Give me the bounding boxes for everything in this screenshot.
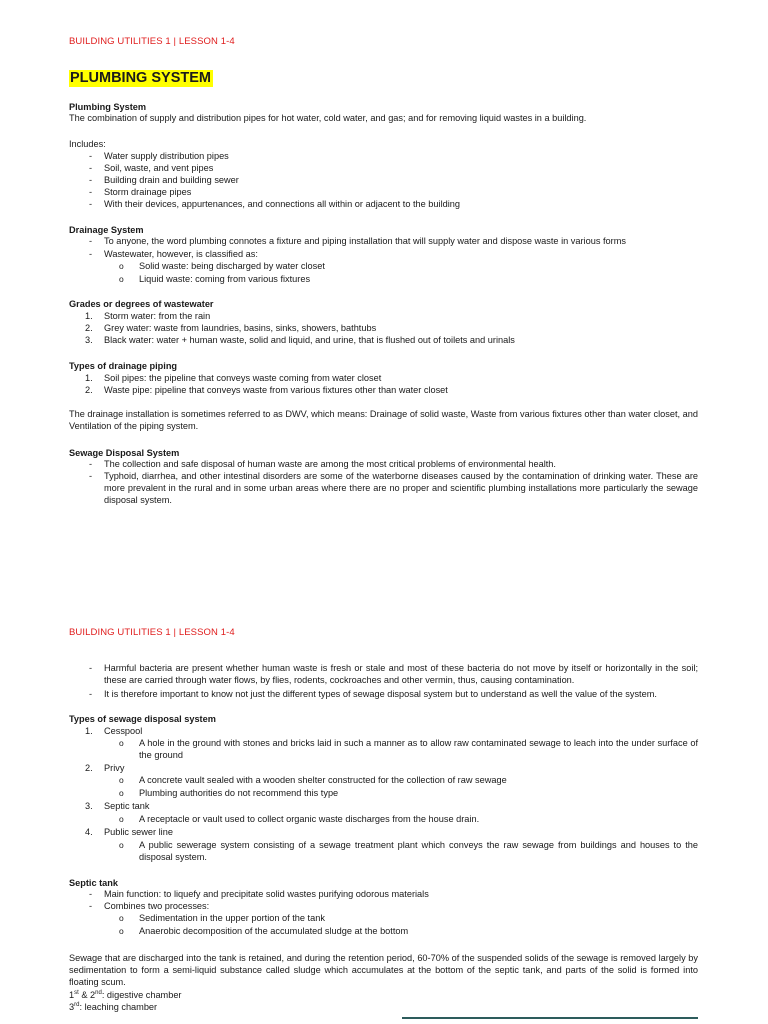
list-item-text: It is therefore important to know not just the different types of sewage disposal system but to understand as well the value of the system. bbox=[104, 689, 657, 699]
list-item-text: Typhoid, diarrhea, and other intestinal disorders are some of the waterborne diseases caused by the contamination of drinking water. These are more prevalent in the rural and in some urban areas where there are no proper and scientific plumbing installations more particularly the sewage disposal system. bbox=[104, 471, 698, 505]
section-heading-sewage-disposal: Sewage Disposal System bbox=[69, 448, 180, 458]
list-item-text: Building drain and building sewer bbox=[104, 175, 239, 185]
list-number: 2. bbox=[85, 763, 93, 773]
page-header: BUILDING UTILITIES 1 | LESSON 1-4 bbox=[69, 627, 235, 638]
bullet-dash: - bbox=[89, 236, 93, 246]
section-heading-septic-tank: Septic tank bbox=[69, 878, 119, 888]
section-heading-grades: Grades or degrees of wastewater bbox=[69, 299, 214, 309]
list-item-text: Septic tank bbox=[104, 801, 150, 811]
list-item-text: The collection and safe disposal of human waste are among the most critical problems of environmental health. bbox=[104, 459, 556, 469]
bullet-dash: - bbox=[89, 471, 93, 481]
list-number: 3. bbox=[85, 335, 93, 345]
list-number: 2. bbox=[85, 385, 93, 395]
section-heading-drainage-system: Drainage System bbox=[69, 225, 144, 235]
bullet-dash: - bbox=[89, 151, 93, 161]
sub-list-item-text: Liquid waste: coming from various fixtures bbox=[139, 274, 311, 284]
section-heading-plumbing-system: Plumbing System bbox=[69, 102, 147, 112]
list-item-text: Wastewater, however, is classified as: bbox=[104, 249, 258, 259]
list-item-text: Harmful bacteria are present whether human waste is fresh or stale and most of these bacteria do not move by itself or horizontally in the soil; these are carried through water flows, by flies, rodents, cockroaches and other vermin, thus, causing contamination. bbox=[104, 663, 698, 685]
list-item-text: Public sewer line bbox=[104, 827, 173, 837]
bullet-dash: - bbox=[89, 163, 93, 173]
list-item-text: Cesspool bbox=[104, 726, 143, 736]
bullet-dash: - bbox=[89, 663, 93, 673]
list-item-text: Storm water: from the rain bbox=[104, 311, 211, 321]
includes-label: Includes: bbox=[69, 139, 106, 149]
sub-list-item-text: A hole in the ground with stones and bricks laid in such a manner as to allow raw contaminated sewage to leach into the under surface of the ground bbox=[139, 738, 698, 760]
sub-list-item-text: Anaerobic decomposition of the accumulated sludge at the bottom bbox=[139, 926, 409, 936]
list-item-text: Storm drainage pipes bbox=[104, 187, 192, 197]
list-item-text: Black water: water + human waste, solid and liquid, and urine, that is flushed out of toilets and urinals bbox=[104, 335, 515, 345]
section-heading-drainage-piping: Types of drainage piping bbox=[69, 361, 178, 371]
bullet-circle: o bbox=[119, 840, 124, 850]
bullet-dash: - bbox=[89, 889, 93, 899]
bullet-dash: - bbox=[89, 187, 93, 197]
list-item-text: With their devices, appurtenances, and connections all within or adjacent to the building bbox=[104, 199, 460, 209]
bullet-circle: o bbox=[119, 788, 124, 798]
bullet-dash: - bbox=[89, 175, 93, 185]
bullet-dash: - bbox=[89, 901, 93, 911]
bullet-circle: o bbox=[119, 261, 124, 271]
sub-list-item-text: A public sewerage system consisting of a sewage treatment plant which conveys the raw sewage from buildings and houses to the disposal system. bbox=[139, 840, 698, 862]
bullet-circle: o bbox=[119, 738, 124, 748]
section-heading-types-sewage: Types of sewage disposal system bbox=[69, 714, 216, 724]
page-title: PLUMBING SYSTEM bbox=[70, 70, 211, 86]
list-item-text: Main function: to liquefy and precipitate solid wastes purifying odorous materials bbox=[104, 889, 429, 899]
bullet-dash: - bbox=[89, 689, 93, 699]
list-item-text: To anyone, the word plumbing connotes a fixture and piping installation that will supply water and dispose waste in various forms bbox=[104, 236, 626, 246]
list-number: 2. bbox=[85, 323, 93, 333]
bullet-circle: o bbox=[119, 926, 124, 936]
bullet-circle: o bbox=[119, 274, 124, 284]
bullet-circle: o bbox=[119, 775, 124, 785]
plumbing-definition: The combination of supply and distribution pipes for hot water, cold water, and gas; and for removing liquid wastes in a building. bbox=[69, 113, 587, 123]
list-item-text: Grey water: waste from laundries, basins, sinks, showers, bathtubs bbox=[104, 323, 377, 333]
chamber-line-digestive: 1st & 2nd: digestive chamber bbox=[69, 989, 182, 1000]
list-item-text: Soil pipes: the pipeline that conveys waste coming from water closet bbox=[104, 373, 382, 383]
list-item-text: Waste pipe: pipeline that conveys waste from various fixtures other than water closet bbox=[104, 385, 448, 395]
bullet-dash: - bbox=[89, 459, 93, 469]
bullet-circle: o bbox=[119, 913, 124, 923]
sub-list-item-text: Sedimentation in the upper portion of the tank bbox=[139, 913, 325, 923]
chamber-line-leaching: 3rd: leaching chamber bbox=[69, 1001, 158, 1012]
list-number: 1. bbox=[85, 311, 93, 321]
sub-list-item-text: A concrete vault sealed with a wooden shelter constructed for the collection of raw sewage bbox=[139, 775, 507, 785]
sub-list-item-text: Plumbing authorities do not recommend this type bbox=[139, 788, 339, 798]
list-item-text: Soil, waste, and vent pipes bbox=[104, 163, 214, 173]
list-number: 4. bbox=[85, 827, 93, 837]
list-item-text: Water supply distribution pipes bbox=[104, 151, 229, 161]
sub-list-item-text: A receptacle or vault used to collect organic waste discharges from the house drain. bbox=[139, 814, 480, 824]
bullet-dash: - bbox=[89, 249, 93, 259]
sub-list-item-text: Solid waste: being discharged by water closet bbox=[139, 261, 325, 271]
bullet-circle: o bbox=[119, 814, 124, 824]
list-item-text: Privy bbox=[104, 763, 125, 773]
list-number: 1. bbox=[85, 726, 93, 736]
sewage-paragraph: Sewage that are discharged into the tank is retained, and during the retention period, 60-70% of the suspended solids of the sewage is removed largely by sedimentation to form a semi-liquid substance called sludge which accumulates at the bottom of the septic tank, and parts of the solid is formed into floating scum. bbox=[69, 953, 698, 987]
list-item-text: Combines two processes: bbox=[104, 901, 210, 911]
list-number: 1. bbox=[85, 373, 93, 383]
list-number: 3. bbox=[85, 801, 93, 811]
bullet-dash: - bbox=[89, 199, 93, 209]
dwv-paragraph: The drainage installation is sometimes referred to as DWV, which means: Drainage of solid waste, Waste from various fixtures other than water closet, and Ventilation of the piping system. bbox=[69, 409, 698, 431]
footer-divider bbox=[402, 1017, 698, 1019]
page-header: BUILDING UTILITIES 1 | LESSON 1-4 bbox=[69, 36, 235, 47]
